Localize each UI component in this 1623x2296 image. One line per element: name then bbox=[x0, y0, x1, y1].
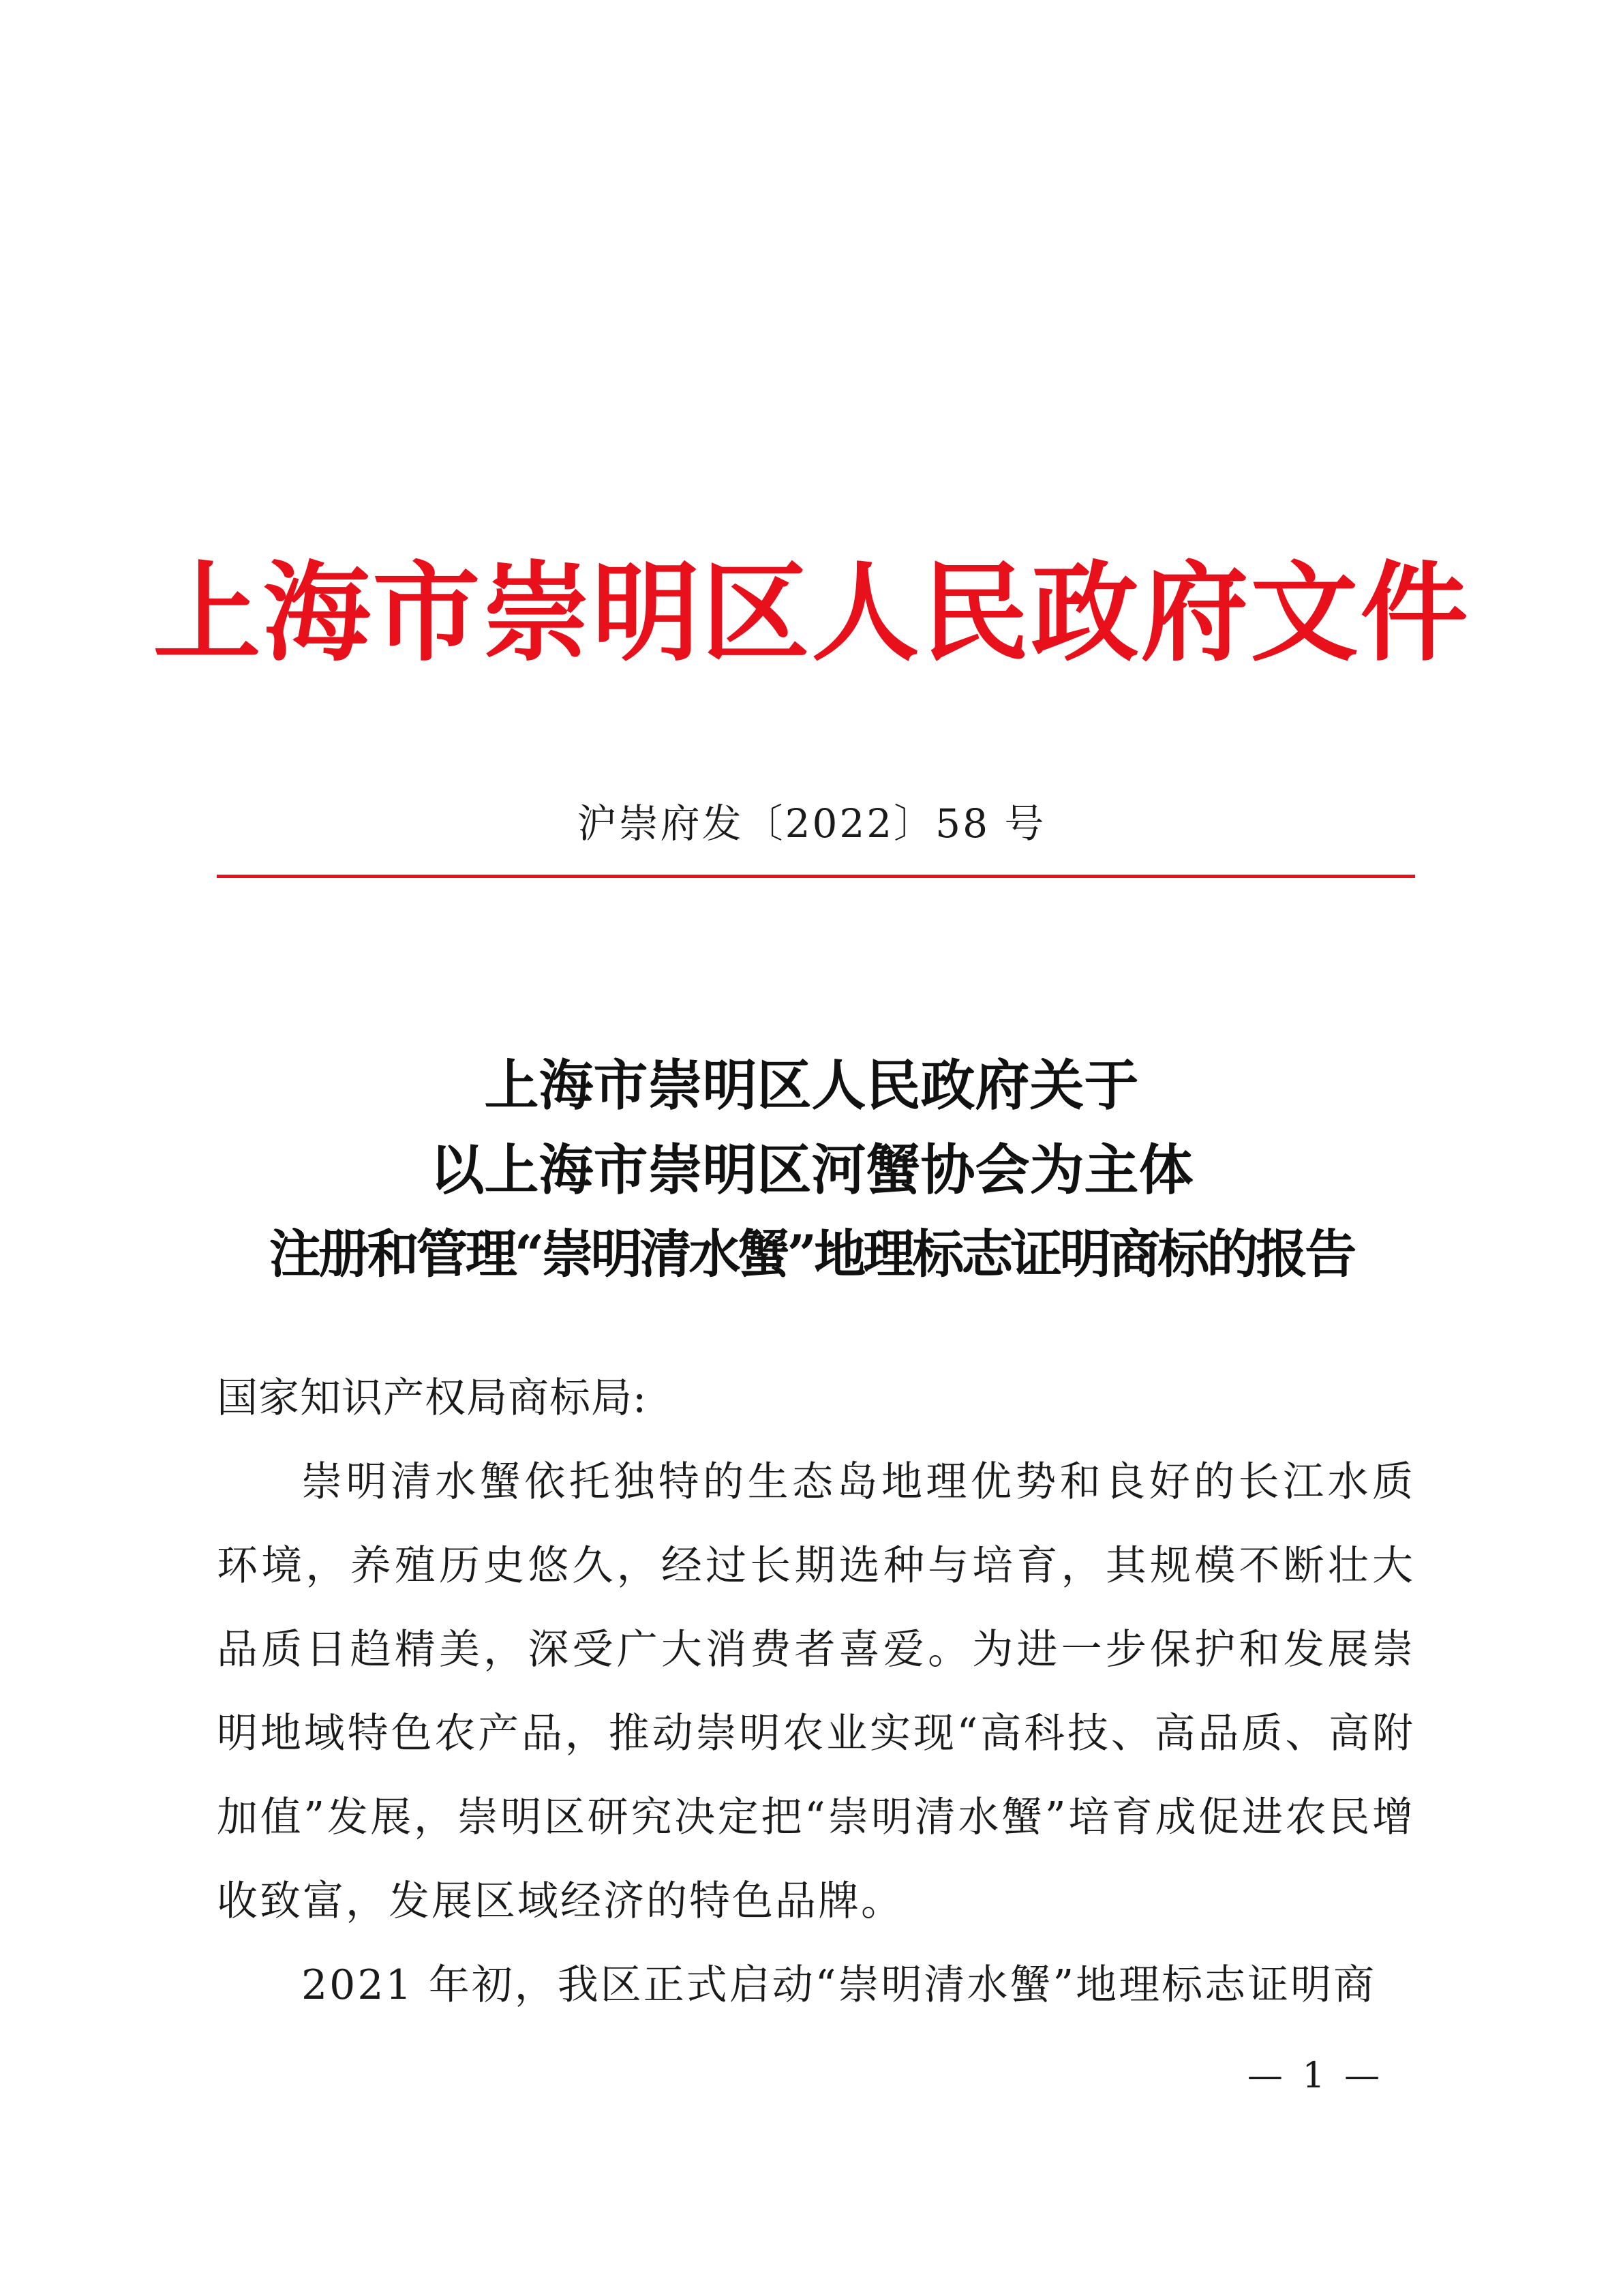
page-number: — 1 — bbox=[1247, 2055, 1384, 2096]
document-title bbox=[0, 1043, 1623, 1297]
document-body bbox=[217, 1357, 1415, 2027]
title-line-2: 以上海市崇明区河蟹协会为主体 bbox=[429, 1138, 1194, 1202]
body-paragraph-1: 崇明清水蟹依托独特的生态岛地理优势和良好的长江水质环境，养殖历史悠久，经过长期选种与培育，其规模不断壮大品质日趋精美，深受广大消费者喜爱。为进一步保护和发展崇明地域特色农产品，推动崇明农业实现“高科技、高品质、高附加值”发展，崇明区研究决定把“崇明清水蟹”培育成促进农民增收致富，发展区域经济的特色品牌。 bbox=[217, 1458, 1415, 1925]
title-line-1: 上海市崇明区人民政府关于 bbox=[484, 1053, 1139, 1117]
title-line-3: 注册和管理“崇明清水蟹”地理标志证明商标的报告 bbox=[269, 1224, 1354, 1284]
red-separator-line bbox=[217, 875, 1415, 878]
document-number: 沪崇府发〔2022〕58 号 bbox=[577, 800, 1046, 847]
issuer-masthead: 上海市崇明区人民政府文件 bbox=[153, 550, 1470, 676]
body-paragraph-2: 2021 年初，我区正式启动“崇明清水蟹”地理标志证明商 bbox=[301, 1961, 1377, 2009]
salutation: 国家知识产权局商标局: bbox=[217, 1374, 648, 1422]
